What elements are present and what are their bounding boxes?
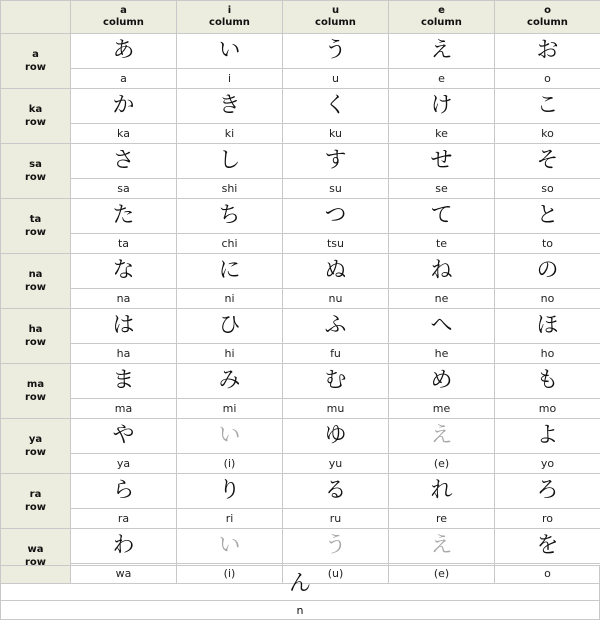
romaji-row (1, 179, 600, 199)
row-header-word: row (24, 227, 47, 238)
row-header-word: row (24, 337, 47, 348)
kana-glyph: さ (71, 144, 177, 179)
romaji-label: ke (389, 124, 495, 144)
kana-glyph: と (495, 199, 600, 234)
romaji-label: to (495, 234, 600, 254)
romaji-label: shi (177, 179, 283, 199)
romaji-label: ta (71, 234, 177, 254)
kana-row (1, 474, 600, 509)
romaji-label: a (71, 69, 177, 89)
romaji-label: ru (283, 509, 389, 529)
row-header-consonant: ya (28, 434, 43, 445)
romaji-row (1, 289, 600, 309)
corner-cell (1, 1, 71, 34)
row-header (1, 254, 71, 309)
romaji-label: ki (177, 124, 283, 144)
kana-glyph: ろ (495, 474, 600, 509)
romaji-label: o (495, 69, 600, 89)
romaji-label: mi (177, 399, 283, 419)
column-header-word: column (315, 17, 356, 28)
romaji-label: so (495, 179, 600, 199)
kana-glyph: い (177, 419, 283, 454)
romaji-label: u (283, 69, 389, 89)
kana-glyph: き (177, 89, 283, 124)
kana-row (1, 34, 600, 69)
kana-glyph: を (495, 529, 600, 564)
row-header-word: row (24, 447, 47, 458)
romaji-row (1, 124, 600, 144)
romaji-label: ho (495, 344, 600, 364)
romaji-label: te (389, 234, 495, 254)
romaji-label: he (389, 344, 495, 364)
kana-glyph: み (177, 364, 283, 399)
kana-glyph: せ (389, 144, 495, 179)
row-header-consonant: sa (29, 159, 42, 170)
row-header-word: row (24, 392, 47, 403)
kana-row (1, 529, 600, 564)
romaji-label: fu (283, 344, 389, 364)
romaji-label: ma (71, 399, 177, 419)
kana-glyph: え (389, 419, 495, 454)
column-header (71, 1, 177, 34)
kana-glyph: ほ (495, 309, 600, 344)
kana-glyph: ら (71, 474, 177, 509)
kana-glyph: た (71, 199, 177, 234)
kana-glyph: ひ (177, 309, 283, 344)
romaji-label: ku (283, 124, 389, 144)
romaji-label: su (283, 179, 389, 199)
row-header-consonant: ha (28, 324, 43, 335)
romaji-label: se (389, 179, 495, 199)
kana-glyph: り (177, 474, 283, 509)
kana-glyph: ち (177, 199, 283, 234)
row-header-consonant: ma (26, 379, 45, 390)
row-header-consonant: wa (27, 544, 44, 555)
kana-glyph: ぬ (283, 254, 389, 289)
kana-glyph: う (283, 34, 389, 69)
romaji-label: ka (71, 124, 177, 144)
romaji-label: ya (71, 454, 177, 474)
romaji-label: re (389, 509, 495, 529)
romaji-label: yu (283, 454, 389, 474)
row-header-word: row (24, 117, 47, 128)
romaji-label: chi (177, 234, 283, 254)
kana-glyph: し (177, 144, 283, 179)
romaji-label: no (495, 289, 600, 309)
kana-glyph: に (177, 254, 283, 289)
column-header-word: column (527, 17, 568, 28)
column-header-vowel: a (120, 5, 127, 16)
romaji-label: i (177, 69, 283, 89)
row-header (1, 364, 71, 419)
kana-glyph: へ (389, 309, 495, 344)
romaji-label: ra (71, 509, 177, 529)
row-header-consonant: a (32, 49, 39, 60)
romaji-label: mo (495, 399, 600, 419)
standalone-kana: ん (1, 566, 599, 601)
romaji-label: (i) (177, 454, 283, 474)
kana-glyph: つ (283, 199, 389, 234)
romaji-label: ne (389, 289, 495, 309)
row-header-word: row (24, 282, 47, 293)
romaji-label: sa (71, 179, 177, 199)
row-header-consonant: na (28, 269, 43, 280)
column-header-vowel: i (227, 5, 232, 16)
row-header (1, 199, 71, 254)
column-header (389, 1, 495, 34)
kana-glyph: よ (495, 419, 600, 454)
kana-glyph: ゆ (283, 419, 389, 454)
column-header-vowel: u (331, 5, 340, 16)
romaji-row (1, 509, 600, 529)
kana-glyph: こ (495, 89, 600, 124)
romaji-row (1, 399, 600, 419)
row-header-word: row (24, 502, 47, 513)
row-header (1, 474, 71, 529)
row-header (1, 419, 71, 474)
row-header-consonant: ka (28, 104, 43, 115)
kana-glyph: か (71, 89, 177, 124)
kana-row (1, 419, 600, 454)
romaji-label: ko (495, 124, 600, 144)
kana-glyph: く (283, 89, 389, 124)
kana-glyph: や (71, 419, 177, 454)
kana-row (1, 199, 600, 234)
row-header (1, 34, 71, 89)
kana-glyph: む (283, 364, 389, 399)
standalone-n-block (0, 565, 600, 620)
kana-glyph: も (495, 364, 600, 399)
column-header-word: column (209, 17, 250, 28)
column-header-row (1, 1, 600, 34)
row-header (1, 89, 71, 144)
romaji-label: na (71, 289, 177, 309)
kana-glyph: あ (71, 34, 177, 69)
kana-glyph: け (389, 89, 495, 124)
row-header-word: row (24, 62, 47, 73)
kana-glyph: な (71, 254, 177, 289)
kana-row (1, 309, 600, 344)
kana-glyph: れ (389, 474, 495, 509)
column-header-word: column (103, 17, 144, 28)
kana-glyph: す (283, 144, 389, 179)
kana-glyph: ね (389, 254, 495, 289)
romaji-label: ri (177, 509, 283, 529)
kana-glyph: う (283, 529, 389, 564)
kana-row (1, 364, 600, 399)
romaji-label: tsu (283, 234, 389, 254)
kana-glyph: ふ (283, 309, 389, 344)
kana-glyph: お (495, 34, 600, 69)
romaji-label: ni (177, 289, 283, 309)
kana-glyph: て (389, 199, 495, 234)
row-header (1, 144, 71, 199)
row-header-word: row (24, 172, 47, 183)
romaji-label: e (389, 69, 495, 89)
kana-glyph: わ (71, 529, 177, 564)
romaji-row (1, 69, 600, 89)
romaji-row (1, 234, 600, 254)
romaji-label: wa (71, 564, 177, 584)
row-header (1, 309, 71, 364)
kana-glyph: え (389, 529, 495, 564)
kana-glyph: は (71, 309, 177, 344)
romaji-row (1, 344, 600, 364)
column-header-vowel: o (544, 5, 551, 16)
romaji-row (1, 454, 600, 474)
row-header-word: row (24, 557, 47, 568)
romaji-label: mu (283, 399, 389, 419)
kana-glyph: め (389, 364, 495, 399)
romaji-label: (i) (177, 564, 283, 584)
kana-glyph: い (177, 34, 283, 69)
kana-glyph: の (495, 254, 600, 289)
column-header-word: column (421, 17, 462, 28)
column-header-vowel: e (438, 5, 445, 16)
column-header (495, 1, 600, 34)
romaji-label: me (389, 399, 495, 419)
kana-glyph: い (177, 529, 283, 564)
romaji-label: yo (495, 454, 600, 474)
column-header (177, 1, 283, 34)
romaji-label: (e) (389, 454, 495, 474)
kana-row (1, 254, 600, 289)
romaji-label: (u) (283, 564, 389, 584)
standalone-romaji: n (296, 604, 304, 617)
romaji-label: ro (495, 509, 600, 529)
kana-row (1, 89, 600, 124)
kana-glyph: え (389, 34, 495, 69)
row-header-consonant: ra (29, 489, 42, 500)
kana-glyph: る (283, 474, 389, 509)
romaji-label: (e) (389, 564, 495, 584)
romaji-label: nu (283, 289, 389, 309)
kana-glyph: ま (71, 364, 177, 399)
romaji-label: ha (71, 344, 177, 364)
romaji-label: hi (177, 344, 283, 364)
column-header (283, 1, 389, 34)
row-header-consonant: ta (29, 214, 42, 225)
kana-row (1, 144, 600, 179)
romaji-label: o (495, 564, 600, 584)
kana-glyph: そ (495, 144, 600, 179)
